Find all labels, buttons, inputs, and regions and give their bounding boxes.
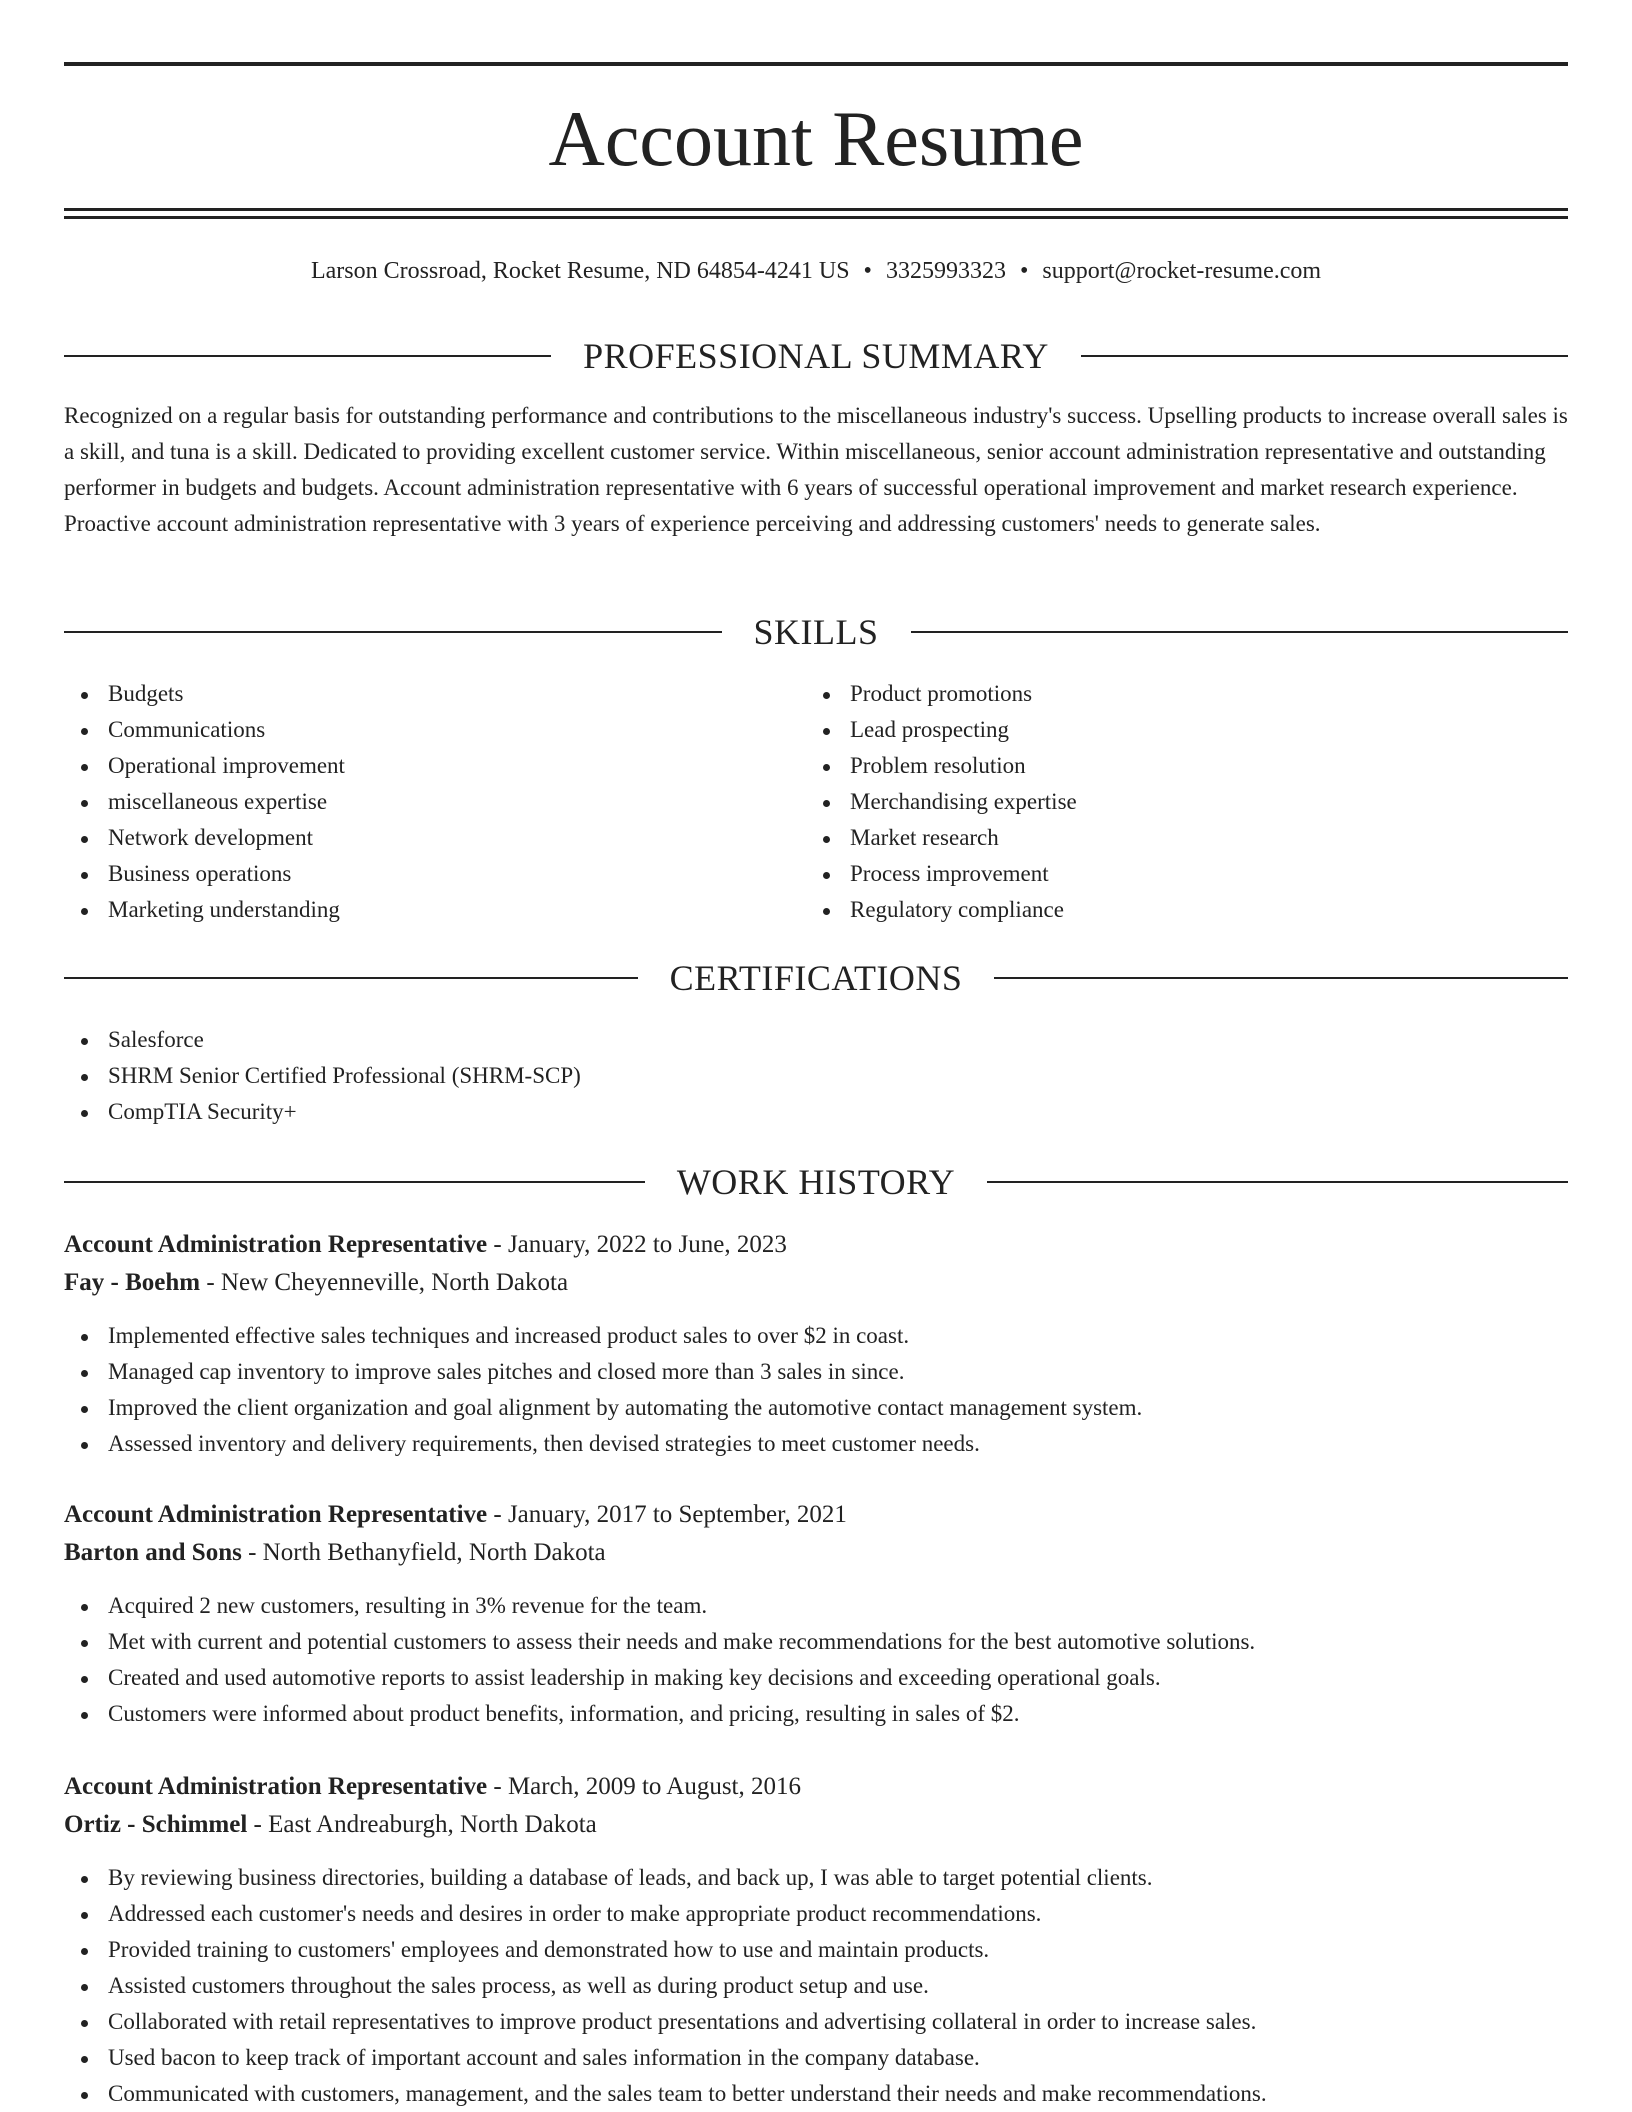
certification-item: Salesforce [64,1022,1568,1058]
summary-text: Recognized on a regular basis for outstanding performance and contributions to the miscellaneous industry's success. Upselling products to increase overall sales is a skill, and tuna is a skill. Dedicated to providing excellent customer service. Within miscellaneous, senior account administration representative and outstanding performer in budgets and budgets. Account administration representative with 6 years of successful operational improvement and market research experience. Proactive account administration representative with 3 years of experience perceiving and addressing customers' needs to generate sales. [64,403,1568,536]
certification-item: SHRM Senior Certified Professional (SHRM-SCP) [64,1058,1568,1094]
job-role: Account Administration Representative [64,1773,488,1800]
job-entry [64,1768,1568,2112]
job-title-line [64,1496,1568,1534]
skill-item: Network development [64,820,784,856]
section-title: CERTIFICATIONS [669,958,963,998]
job-bullet: Acquired 2 new customers, resulting in 3% revenue for the team. [64,1588,1568,1624]
contact-separator: • [1019,258,1029,284]
job-company: Barton and Sons [64,1539,242,1566]
skill-item: Merchandising expertise [806,784,1526,820]
top-rule [64,62,1568,66]
skills-list-left [64,676,784,928]
page-title: Account Resume [548,95,1084,182]
certification-item: CompTIA Security+ [64,1094,1568,1130]
job-bullets [64,1318,1568,1462]
skill-item: Regulatory compliance [806,892,1526,928]
contact-phone: 3325993323 [885,258,1006,284]
job-entry [64,1496,1568,1732]
job-company-line [64,1806,1568,1844]
job-location: - East Andreaburgh, North Dakota [247,1811,597,1838]
section-title: PROFESSIONAL SUMMARY [583,336,1049,376]
section-heading-skills [64,610,1568,654]
contact-line [64,254,1568,288]
skill-item: Operational improvement [64,748,784,784]
contact-address: Larson Crossroad, Rocket Resume, ND 64854-4241 US [310,258,850,284]
section-heading-summary [64,334,1568,378]
skills-right-column [806,676,1526,928]
contact-email: support@rocket-resume.com [1042,258,1322,284]
job-bullet: Assessed inventory and delivery requirements, then devised strategies to meet customer needs. [64,1426,1568,1462]
job-dates: - January, 2017 to September, 2021 [487,1501,847,1528]
job-entry [64,1226,1568,1462]
certifications-list [64,1022,1568,1130]
job-bullet: Assisted customers throughout the sales process, as well as during product setup and use. [64,1968,1568,2004]
heading-rule-left [64,355,551,357]
skill-item: Lead prospecting [806,712,1526,748]
skills-list-right [806,676,1526,928]
section-title: WORK HISTORY [676,1162,956,1202]
job-bullet: Collaborated with retail representatives to improve product presentations and advertising collateral in order to increase sales. [64,2004,1568,2040]
skill-item: Business operations [64,856,784,892]
skill-item: Process improvement [806,856,1526,892]
section-heading-work-history [64,1160,1568,1204]
job-location: - New Cheyenneville, North Dakota [200,1269,569,1296]
job-bullet: Addressed each customer's needs and desires in order to make appropriate product recommendations. [64,1896,1568,1932]
job-bullet: Customers were informed about product benefits, information, and pricing, resulting in sales of $2. [64,1696,1568,1732]
job-company-line [64,1534,1568,1572]
job-title-line [64,1768,1568,1806]
skill-item: Marketing understanding [64,892,784,928]
contact-separator: • [863,258,872,284]
job-company-line [64,1264,1568,1302]
job-dates: - January, 2022 to June, 2023 [487,1231,787,1258]
job-bullet: Managed cap inventory to improve sales pitches and closed more than 3 sales in since. [64,1354,1568,1390]
job-bullet: Provided training to customers' employees and demonstrated how to use and maintain products. [64,1932,1568,1968]
job-bullets [64,1860,1568,2112]
heading-rule-right [987,1181,1568,1183]
skill-item: Problem resolution [806,748,1526,784]
job-bullet: Implemented effective sales techniques and increased product sales to over $2 in coast. [64,1318,1568,1354]
job-location: - North Bethanyfield, North Dakota [241,1539,606,1566]
job-bullet: By reviewing business directories, building a database of leads, and back up, I was able to target potential clients. [64,1860,1568,1896]
job-role: Account Administration Representative [64,1231,488,1258]
skill-item: Communications [64,712,784,748]
skill-item: Product promotions [806,676,1526,712]
heading-rule-right [994,977,1568,979]
skills-left-column [64,676,784,928]
heading-rule-left [64,1181,645,1183]
heading-rule-left [64,977,638,979]
job-bullet: Communicated with customers, management, and the sales team to better understand their needs and make recommendations. [64,2076,1568,2112]
section-heading-certifications [64,956,1568,1000]
job-dates: - March, 2009 to August, 2016 [487,1773,801,1800]
job-company: Fay - Boehm [64,1269,201,1296]
heading-rule-right [911,631,1569,633]
job-title-line [64,1226,1568,1264]
job-company: Ortiz - Schimmel [64,1811,248,1838]
job-bullet: Used bacon to keep track of important account and sales information in the company database. [64,2040,1568,2076]
heading-rule-left [64,631,722,633]
job-role: Account Administration Representative [64,1501,488,1528]
heading-rule-right [1081,355,1568,357]
job-bullets [64,1588,1568,1732]
certifications-block [64,1022,1568,1130]
skill-item: Budgets [64,676,784,712]
job-bullet: Met with current and potential customers to assess their needs and make recommendations for the best automotive solutions. [64,1624,1568,1660]
title-double-rule [64,208,1568,219]
skill-item: miscellaneous expertise [64,784,784,820]
job-bullet: Created and used automotive reports to assist leadership in making key decisions and exceeding operational goals. [64,1660,1568,1696]
section-title: SKILLS [753,612,879,652]
skill-item: Market research [806,820,1526,856]
job-bullet: Improved the client organization and goal alignment by automating the automotive contact management system. [64,1390,1568,1426]
